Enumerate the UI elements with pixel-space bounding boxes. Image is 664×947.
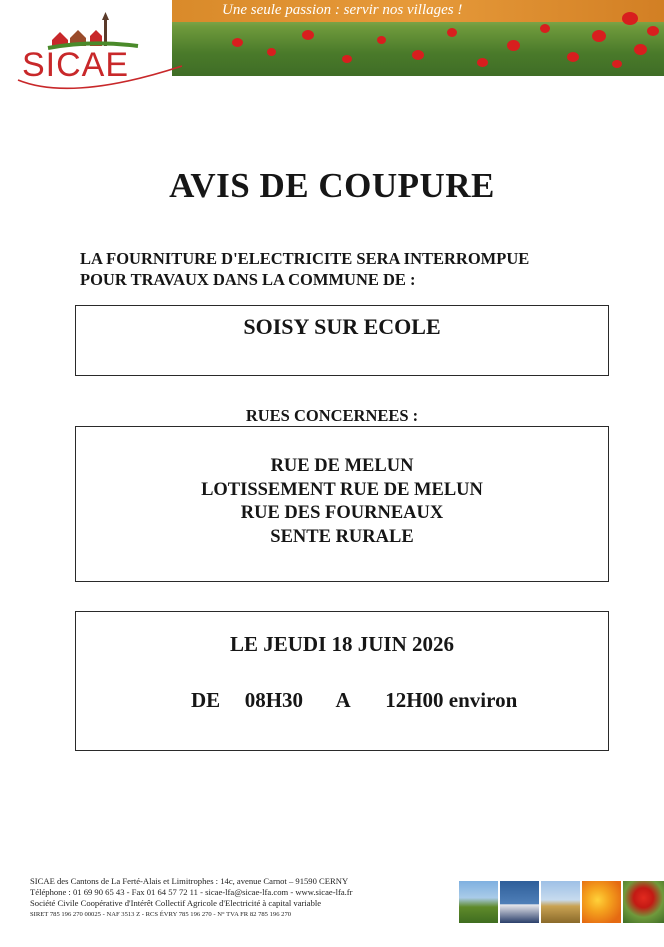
flower-photo	[582, 881, 621, 923]
poppy-photo	[623, 881, 664, 923]
logo-text: SICAE	[22, 46, 130, 84]
streets-box	[75, 426, 609, 582]
poppy-icon	[540, 24, 550, 33]
footer-legal: Société Civile Coopérative d'Intérêt Collectif Agricole d'Electricité à capital variable	[30, 898, 322, 908]
poppy-icon	[592, 30, 606, 42]
poppy-icon	[377, 36, 386, 44]
time-to-word: A	[335, 688, 351, 712]
time-end: 12H00 environ	[385, 688, 518, 712]
slogan: Une seule passion : servir nos villages !	[222, 2, 463, 18]
poppy-icon	[567, 52, 579, 62]
street-item: LOTISSEMENT RUE DE MELUN	[201, 479, 483, 500]
poppy-icon	[412, 50, 424, 60]
poppy-icon	[634, 44, 647, 55]
commune-name: SOISY SUR ECOLE	[243, 314, 441, 339]
header-banner-image	[172, 0, 664, 76]
outage-date: LE JEUDI 18 JUIN 2026	[229, 632, 455, 656]
poppy-icon	[647, 26, 659, 36]
landscape-photo	[459, 881, 498, 923]
worker-photo	[500, 881, 539, 923]
time-from-word: DE	[191, 688, 221, 712]
intro-line: POUR TRAVAUX DANS LA COMMUNE DE :	[80, 270, 416, 289]
poppy-icon	[232, 38, 243, 47]
intro-line: LA FOURNITURE D'ELECTRICITE SERA INTERROMPUE	[80, 249, 530, 268]
footer-contact: Téléphone : 01 69 90 65 43 - Fax 01 64 57 72 11 - sicae-lfa@sicae-lfa.com - www.sicae-lfa.fr	[30, 887, 353, 897]
poppy-icon	[622, 12, 638, 25]
time-start: 08H30	[244, 688, 304, 712]
streets-label: RUES CONCERNEES :	[245, 406, 419, 425]
footer-address: SICAE des Cantons de La Ferté-Alais et Limitrophes : 14c, avenue Carnot – 91590 CERNY	[30, 876, 349, 886]
sicae-logo	[12, 10, 182, 98]
poppy-icon	[302, 30, 314, 40]
poppy-icon	[447, 28, 457, 37]
poppy-icon	[342, 55, 352, 63]
poppy-icon	[477, 58, 488, 67]
street-item: RUE DES FOURNEAUX	[240, 503, 444, 523]
street-item: SENTE RURALE	[270, 526, 414, 547]
intro-text	[80, 248, 600, 290]
notice-title: AVIS DE COUPURE	[169, 166, 495, 205]
outage-time	[191, 688, 517, 713]
footer-info	[30, 876, 450, 920]
poppy-icon	[612, 60, 622, 68]
poppy-icon	[507, 40, 520, 51]
footer-registration: SIRET 785 196 270 00025 - NAF 3513 Z - RCS ÉVRY 785 196 270 - N° TVA FR 82 785 196 270	[30, 911, 292, 918]
street-item: RUE DE MELUN	[270, 456, 414, 476]
hay-bale-photo	[541, 881, 580, 923]
poppy-icon	[267, 48, 276, 56]
footer-photo-strip	[459, 881, 664, 923]
commune-box	[75, 305, 609, 376]
streets-list	[76, 455, 608, 549]
date-box	[75, 611, 609, 751]
